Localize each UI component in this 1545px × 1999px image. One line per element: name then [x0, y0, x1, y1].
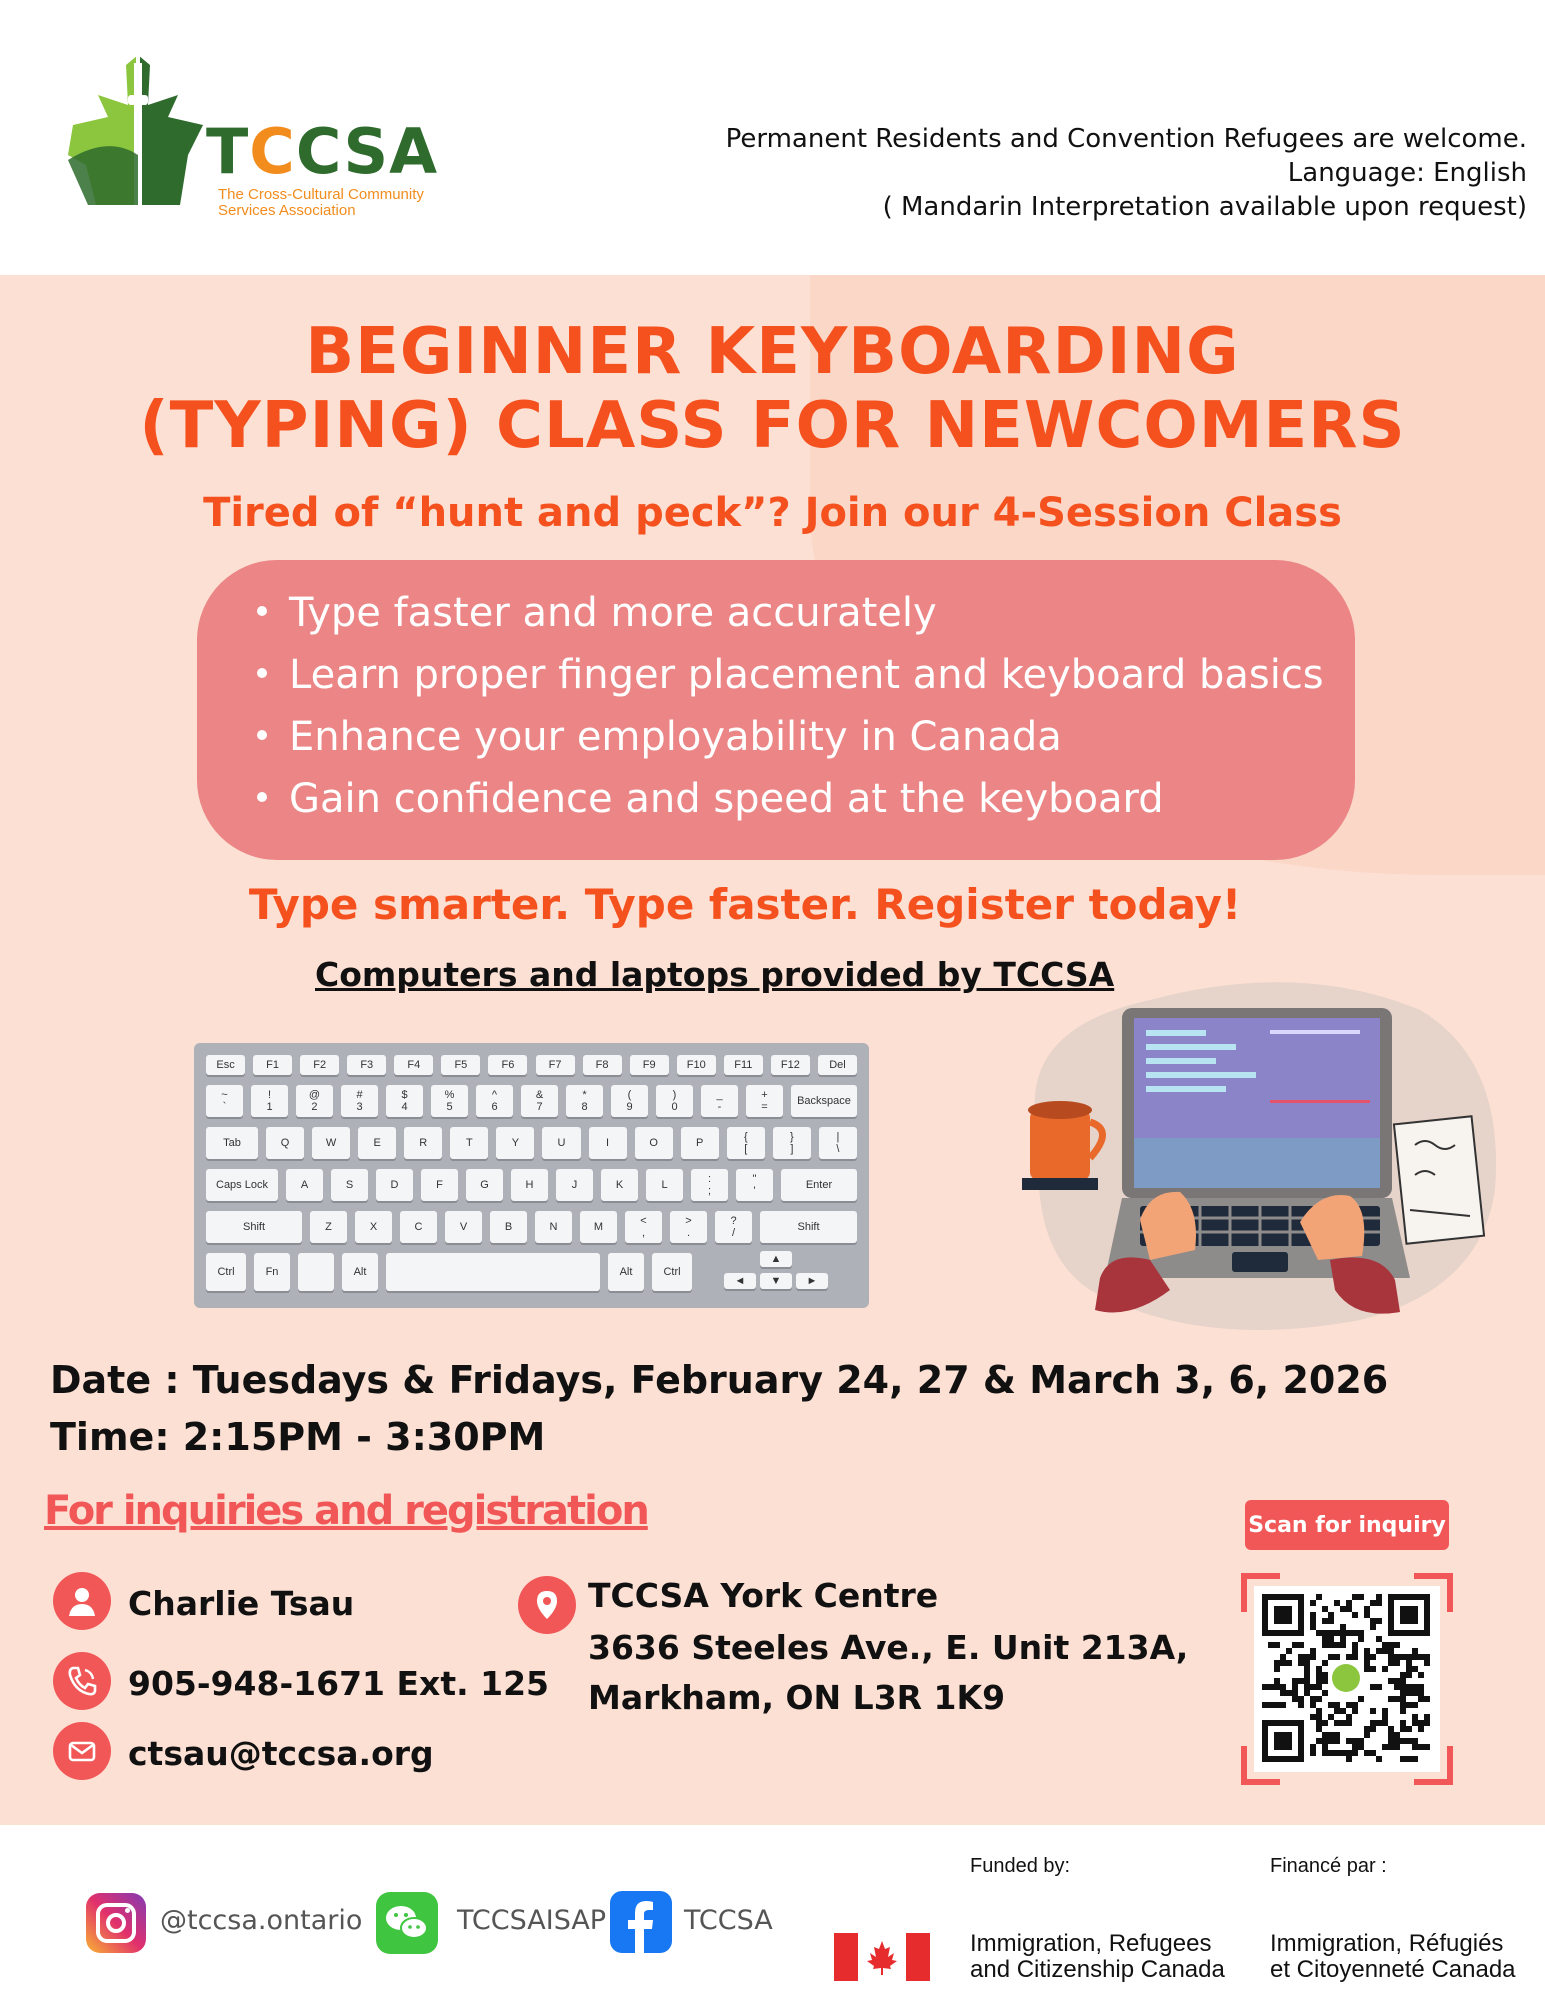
logo-subtitle: The Cross-Cultural Community Services Association [218, 186, 424, 219]
keyboard-key: I [589, 1127, 627, 1159]
keyboard-key: W [312, 1127, 350, 1159]
keyboard-key: } ] [773, 1127, 811, 1159]
keyboard-key: G [466, 1169, 503, 1201]
keyboard-key: Z [310, 1211, 347, 1243]
benefit-item: Enhance your employability in Canada [257, 706, 1355, 768]
keyboard-key: Shift [760, 1211, 857, 1243]
keyboard-key: Ctrl [652, 1253, 692, 1291]
event-date: Date : Tuesdays & Fridays, February 24, 27 & March 3, 6, 2026 [50, 1358, 1389, 1402]
location-name: TCCSA York Centre [588, 1576, 939, 1615]
keyboard-key: F6 [488, 1055, 527, 1075]
interpretation-line: ( Mandarin Interpretation available upon request) [882, 192, 1527, 222]
keyboard-key: Alt [608, 1253, 644, 1291]
keyboard-key: F8 [583, 1055, 622, 1075]
eligibility-info [567, 122, 1527, 224]
instagram-icon[interactable] [86, 1893, 146, 1953]
keyboard-key: F4 [394, 1055, 433, 1075]
phone-icon [53, 1652, 111, 1710]
keyboard-key: Caps Lock [206, 1169, 278, 1201]
wechat-id[interactable]: TCCSAISAP [457, 1905, 607, 1936]
keyboard-key: ! 1 [251, 1085, 288, 1117]
keyboard-key: F2 [300, 1055, 339, 1075]
keyboard-key: E [358, 1127, 396, 1159]
benefit-item: Learn proper finger placement and keyboard basics [257, 644, 1355, 706]
logo-wordmark: TCCSA [206, 115, 439, 188]
keyboard-key: Q [266, 1127, 304, 1159]
keyboard-key: Ctrl [206, 1253, 246, 1291]
keyboard-key: F [421, 1169, 458, 1201]
mail-icon [53, 1722, 111, 1780]
event-time: Time: 2:15PM - 3:30PM [50, 1415, 546, 1459]
scan-for-inquiry-label: Scan for inquiry [1245, 1500, 1449, 1550]
contact-phone[interactable]: 905-948-1671 Ext. 125 [128, 1664, 550, 1703]
keyboard-key: F7 [536, 1055, 575, 1075]
keyboard-key: H [511, 1169, 548, 1201]
keyboard-key: Del [818, 1055, 857, 1075]
finance-par-label: Financé par : [1270, 1855, 1387, 1877]
keyboard-key: + = [746, 1085, 783, 1117]
keyboard-key: V [445, 1211, 482, 1243]
keyboard-key: Esc [206, 1055, 245, 1075]
keyboard-key: F1 [253, 1055, 292, 1075]
benefit-item: Type faster and more accurately [257, 582, 1355, 644]
keyboard-key: ) 0 [656, 1085, 693, 1117]
ircc-french: Immigration, Réfugiés et Citoyenneté Canada [1270, 1930, 1516, 1983]
contact-name: Charlie Tsau [128, 1584, 355, 1623]
keyboard-key [298, 1253, 334, 1291]
subtitle: Tired of “hunt and peck”? Join our 4-Session Class [203, 490, 1342, 536]
canada-flag-icon [834, 1933, 930, 1981]
funded-by-label: Funded by: [970, 1855, 1071, 1877]
keyboard-key: " ' [736, 1169, 773, 1201]
keyboard-key: * 8 [566, 1085, 603, 1117]
keyboard-key: N [535, 1211, 572, 1243]
keyboard-key: _ - [701, 1085, 738, 1117]
keyboard-key: > . [670, 1211, 707, 1243]
location-address-line2: Markham, ON L3R 1K9 [588, 1678, 1006, 1717]
keyboard-key: R [404, 1127, 442, 1159]
inquiries-heading: For inquiries and registration [44, 1488, 648, 1534]
keyboard-key: ^ 6 [476, 1085, 513, 1117]
keyboard-key: F9 [630, 1055, 669, 1075]
facebook-name[interactable]: TCCSA [684, 1905, 773, 1936]
language-line: Language: English [1287, 158, 1527, 188]
keyboard-key: Enter [781, 1169, 857, 1201]
keyboard-key: $ 4 [386, 1085, 423, 1117]
keyboard-key: % 5 [431, 1085, 468, 1117]
keyboard-key: ▲ [760, 1251, 792, 1267]
keyboard-key [386, 1253, 600, 1291]
wechat-icon[interactable] [376, 1892, 438, 1954]
keyboard-key: S [331, 1169, 368, 1201]
keyboard-key: & 7 [521, 1085, 558, 1117]
qr-code[interactable] [1240, 1572, 1454, 1786]
keyboard-key: ? / [715, 1211, 752, 1243]
keyboard-key: F5 [441, 1055, 480, 1075]
keyboard-key: F11 [724, 1055, 763, 1075]
keyboard-key: Fn [254, 1253, 290, 1291]
keyboard-key: Shift [206, 1211, 302, 1243]
keyboard-key: U [542, 1127, 580, 1159]
contact-email[interactable]: ctsau@tccsa.org [128, 1734, 434, 1773]
laptop-typing-illustration [1000, 960, 1505, 1338]
benefit-item: Gain confidence and speed at the keyboard [257, 768, 1355, 830]
keyboard-illustration [194, 1043, 869, 1308]
keyboard-key: F3 [347, 1055, 386, 1075]
keyboard-key: F12 [771, 1055, 810, 1075]
call-to-action: Type smarter. Type faster. Register today! [248, 880, 1242, 929]
page-title: BEGINNER KEYBOARDING (TYPING) CLASS FOR NEWCOMERS [139, 315, 1406, 463]
tccsa-logo [68, 55, 468, 225]
header [0, 0, 1545, 275]
keyboard-key: T [450, 1127, 488, 1159]
maple-tower-icon [68, 55, 208, 225]
keyboard-key: X [355, 1211, 392, 1243]
keyboard-key: Backspace [791, 1085, 857, 1117]
location-pin-icon [518, 1576, 576, 1634]
keyboard-key: O [635, 1127, 673, 1159]
keyboard-key: F10 [677, 1055, 716, 1075]
equipment-note: Computers and laptops provided by TCCSA [315, 955, 1115, 994]
keyboard-key: A [286, 1169, 323, 1201]
keyboard-key: ~ ` [206, 1085, 243, 1117]
keyboard-key: Alt [342, 1253, 378, 1291]
keyboard-key: ( 9 [611, 1085, 648, 1117]
keyboard-key: K [601, 1169, 638, 1201]
keyboard-key: : ; [691, 1169, 728, 1201]
keyboard-key: @ 2 [296, 1085, 333, 1117]
keyboard-key: Tab [206, 1127, 258, 1159]
keyboard-key: P [681, 1127, 719, 1159]
keyboard-key: J [556, 1169, 593, 1201]
keyboard-key: D [376, 1169, 413, 1201]
keyboard-key: ◄ [724, 1273, 756, 1289]
keyboard-key: Y [496, 1127, 534, 1159]
eligibility-line: Permanent Residents and Convention Refugees are welcome. [725, 124, 1527, 154]
keyboard-key: # 3 [341, 1085, 378, 1117]
keyboard-key: C [400, 1211, 437, 1243]
keyboard-key: { [ [727, 1127, 765, 1159]
keyboard-key: L [646, 1169, 683, 1201]
instagram-handle[interactable]: @tccsa.ontario [160, 1905, 363, 1936]
facebook-icon[interactable] [610, 1891, 672, 1953]
benefits-box [197, 560, 1355, 860]
person-icon [53, 1572, 111, 1630]
location-address-line1: 3636 Steeles Ave., E. Unit 213A, [588, 1628, 1189, 1667]
keyboard-key: < , [625, 1211, 662, 1243]
keyboard-key: ▼ [760, 1273, 792, 1289]
keyboard-key: ► [796, 1273, 828, 1289]
keyboard-key: | \ [819, 1127, 857, 1159]
ircc-english: Immigration, Refugees and Citizenship Canada [970, 1930, 1225, 1983]
keyboard-key: M [580, 1211, 617, 1243]
footer [0, 1825, 1545, 1999]
keyboard-key: B [490, 1211, 527, 1243]
